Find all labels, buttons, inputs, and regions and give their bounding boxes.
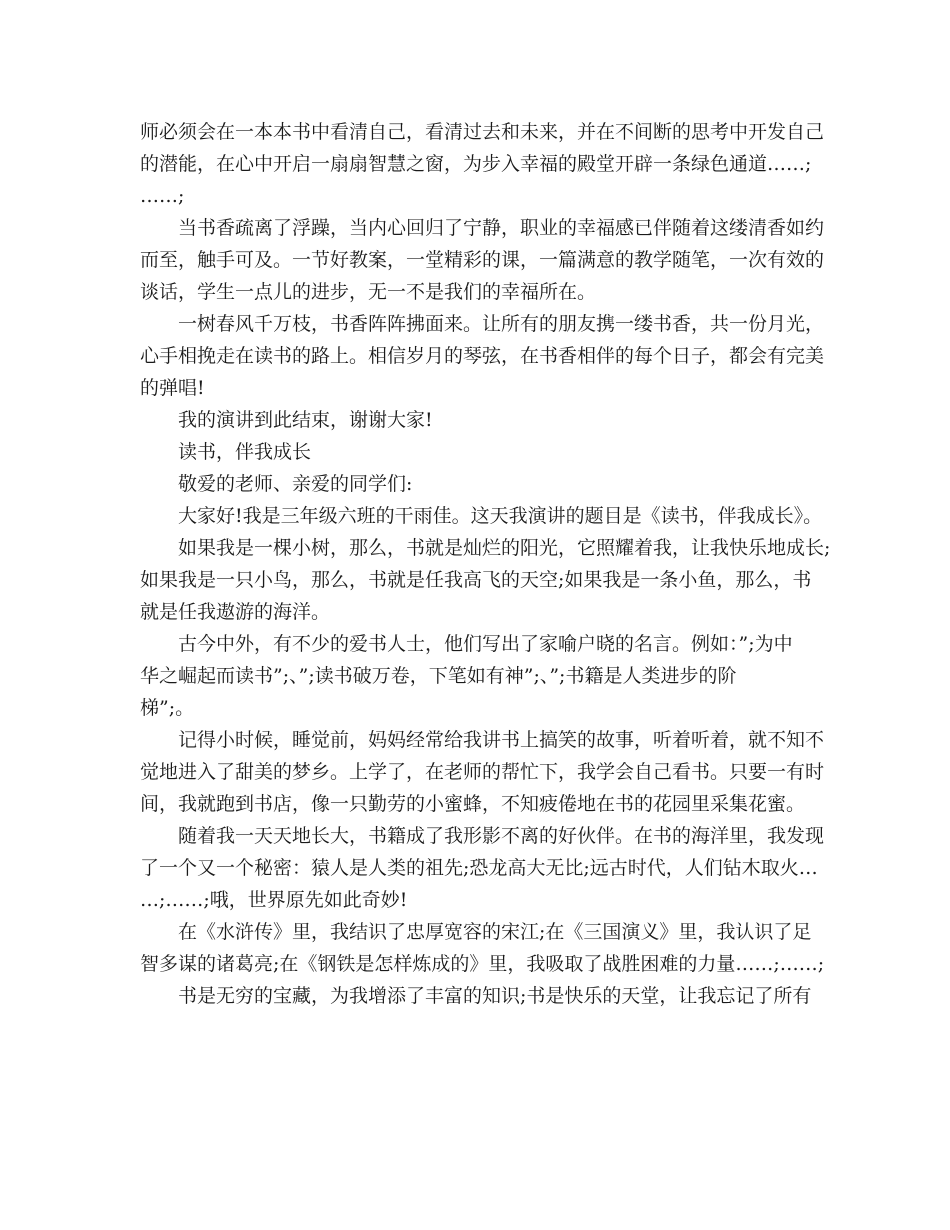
text-line: 在《水浒传》里，我结识了忠厚宽容的宋江;在《三国演义》里，我认识了足 bbox=[178, 921, 812, 943]
text-line: 如果我是一棵小树，那么，书就是灿烂的阳光，它照耀着我，让我快乐地成长; bbox=[178, 537, 831, 559]
text-line: 的弹唱! bbox=[140, 377, 205, 399]
text-line: 当书香疏离了浮躁，当内心回归了宁静，职业的幸福感已伴随着这缕清香如约 bbox=[178, 217, 825, 239]
text-line: 随着我一天天地长大，书籍成了我形影不离的好伙伴。在书的海洋里，我发现 bbox=[178, 825, 825, 847]
text-line: 古今中外，有不少的爱书人士，他们写出了家喻户晓的名言。例如：”;为中 bbox=[178, 633, 793, 655]
text-line: 而至，触手可及。一节好教案，一堂精彩的课，一篇满意的教学随笔，一次有效的 bbox=[140, 249, 825, 271]
text-line: 的潜能，在心中开启一扇扇智慧之窗，为步入幸福的殿堂开辟一条绿色通道……; bbox=[140, 153, 812, 175]
text-line: ……; bbox=[140, 185, 185, 207]
text-line: 了一个又一个秘密：猿人是人类的祖先;恐龙高大无比;远古时代，人们钻木取火… bbox=[140, 857, 818, 879]
salutation: 敬爱的老师、亲爱的同学们: bbox=[178, 473, 413, 495]
text-line: 觉地进入了甜美的梦乡。上学了，在老师的帮忙下，我学会自己看书。只要一有时 bbox=[140, 761, 825, 783]
text-line: …;……;哦，世界原先如此奇妙! bbox=[140, 889, 408, 911]
text-line: 智多谋的诸葛亮;在《钢铁是怎样炼成的》里，我吸取了战胜困难的力量……;……; bbox=[140, 953, 825, 975]
text-line: 心手相挽走在读书的路上。相信岁月的琴弦，在书香相伴的每个日子，都会有完美 bbox=[140, 345, 825, 367]
section-title: 读书，伴我成长 bbox=[178, 441, 312, 463]
text-line: 就是任我遨游的海洋。 bbox=[140, 601, 331, 623]
text-line: 大家好!我是三年级六班的干雨佳。这天我演讲的题目是《读书，伴我成长》。 bbox=[178, 505, 823, 527]
text-line: 华之崛起而读书”;、”;读书破万卷，下笔如有神”;、”;书籍是人类进步的阶 bbox=[140, 665, 737, 687]
text-line: 间，我就跑到书店，像一只勤劳的小蜜蜂，不知疲倦地在书的花园里采集花蜜。 bbox=[140, 793, 806, 815]
text-line: 一树春风千万枝，书香阵阵拂面来。让所有的朋友携一缕书香，共一份月光， bbox=[178, 313, 825, 335]
text-line: 如果我是一只小鸟，那么，书就是任我高飞的天空;如果我是一条小鱼，那么，书 bbox=[140, 569, 812, 591]
document-body bbox=[140, 116, 831, 1012]
text-line: 谈话，学生一点儿的进步，无一不是我们的幸福所在。 bbox=[140, 281, 597, 303]
text-line: 记得小时候，睡觉前，妈妈经常给我讲书上搞笑的故事，听着听着，就不知不 bbox=[178, 729, 825, 751]
text-line: 书是无穷的宝藏，为我增添了丰富的知识;书是快乐的天堂，让我忘记了所有 bbox=[178, 985, 812, 1007]
text-line: 我的演讲到此结束，谢谢大家! bbox=[178, 409, 433, 431]
text-line: 师必须会在一本本书中看清自己，看清过去和未来，并在不间断的思考中开发自己 bbox=[140, 121, 825, 143]
text-line: 梯”;。 bbox=[140, 697, 195, 719]
